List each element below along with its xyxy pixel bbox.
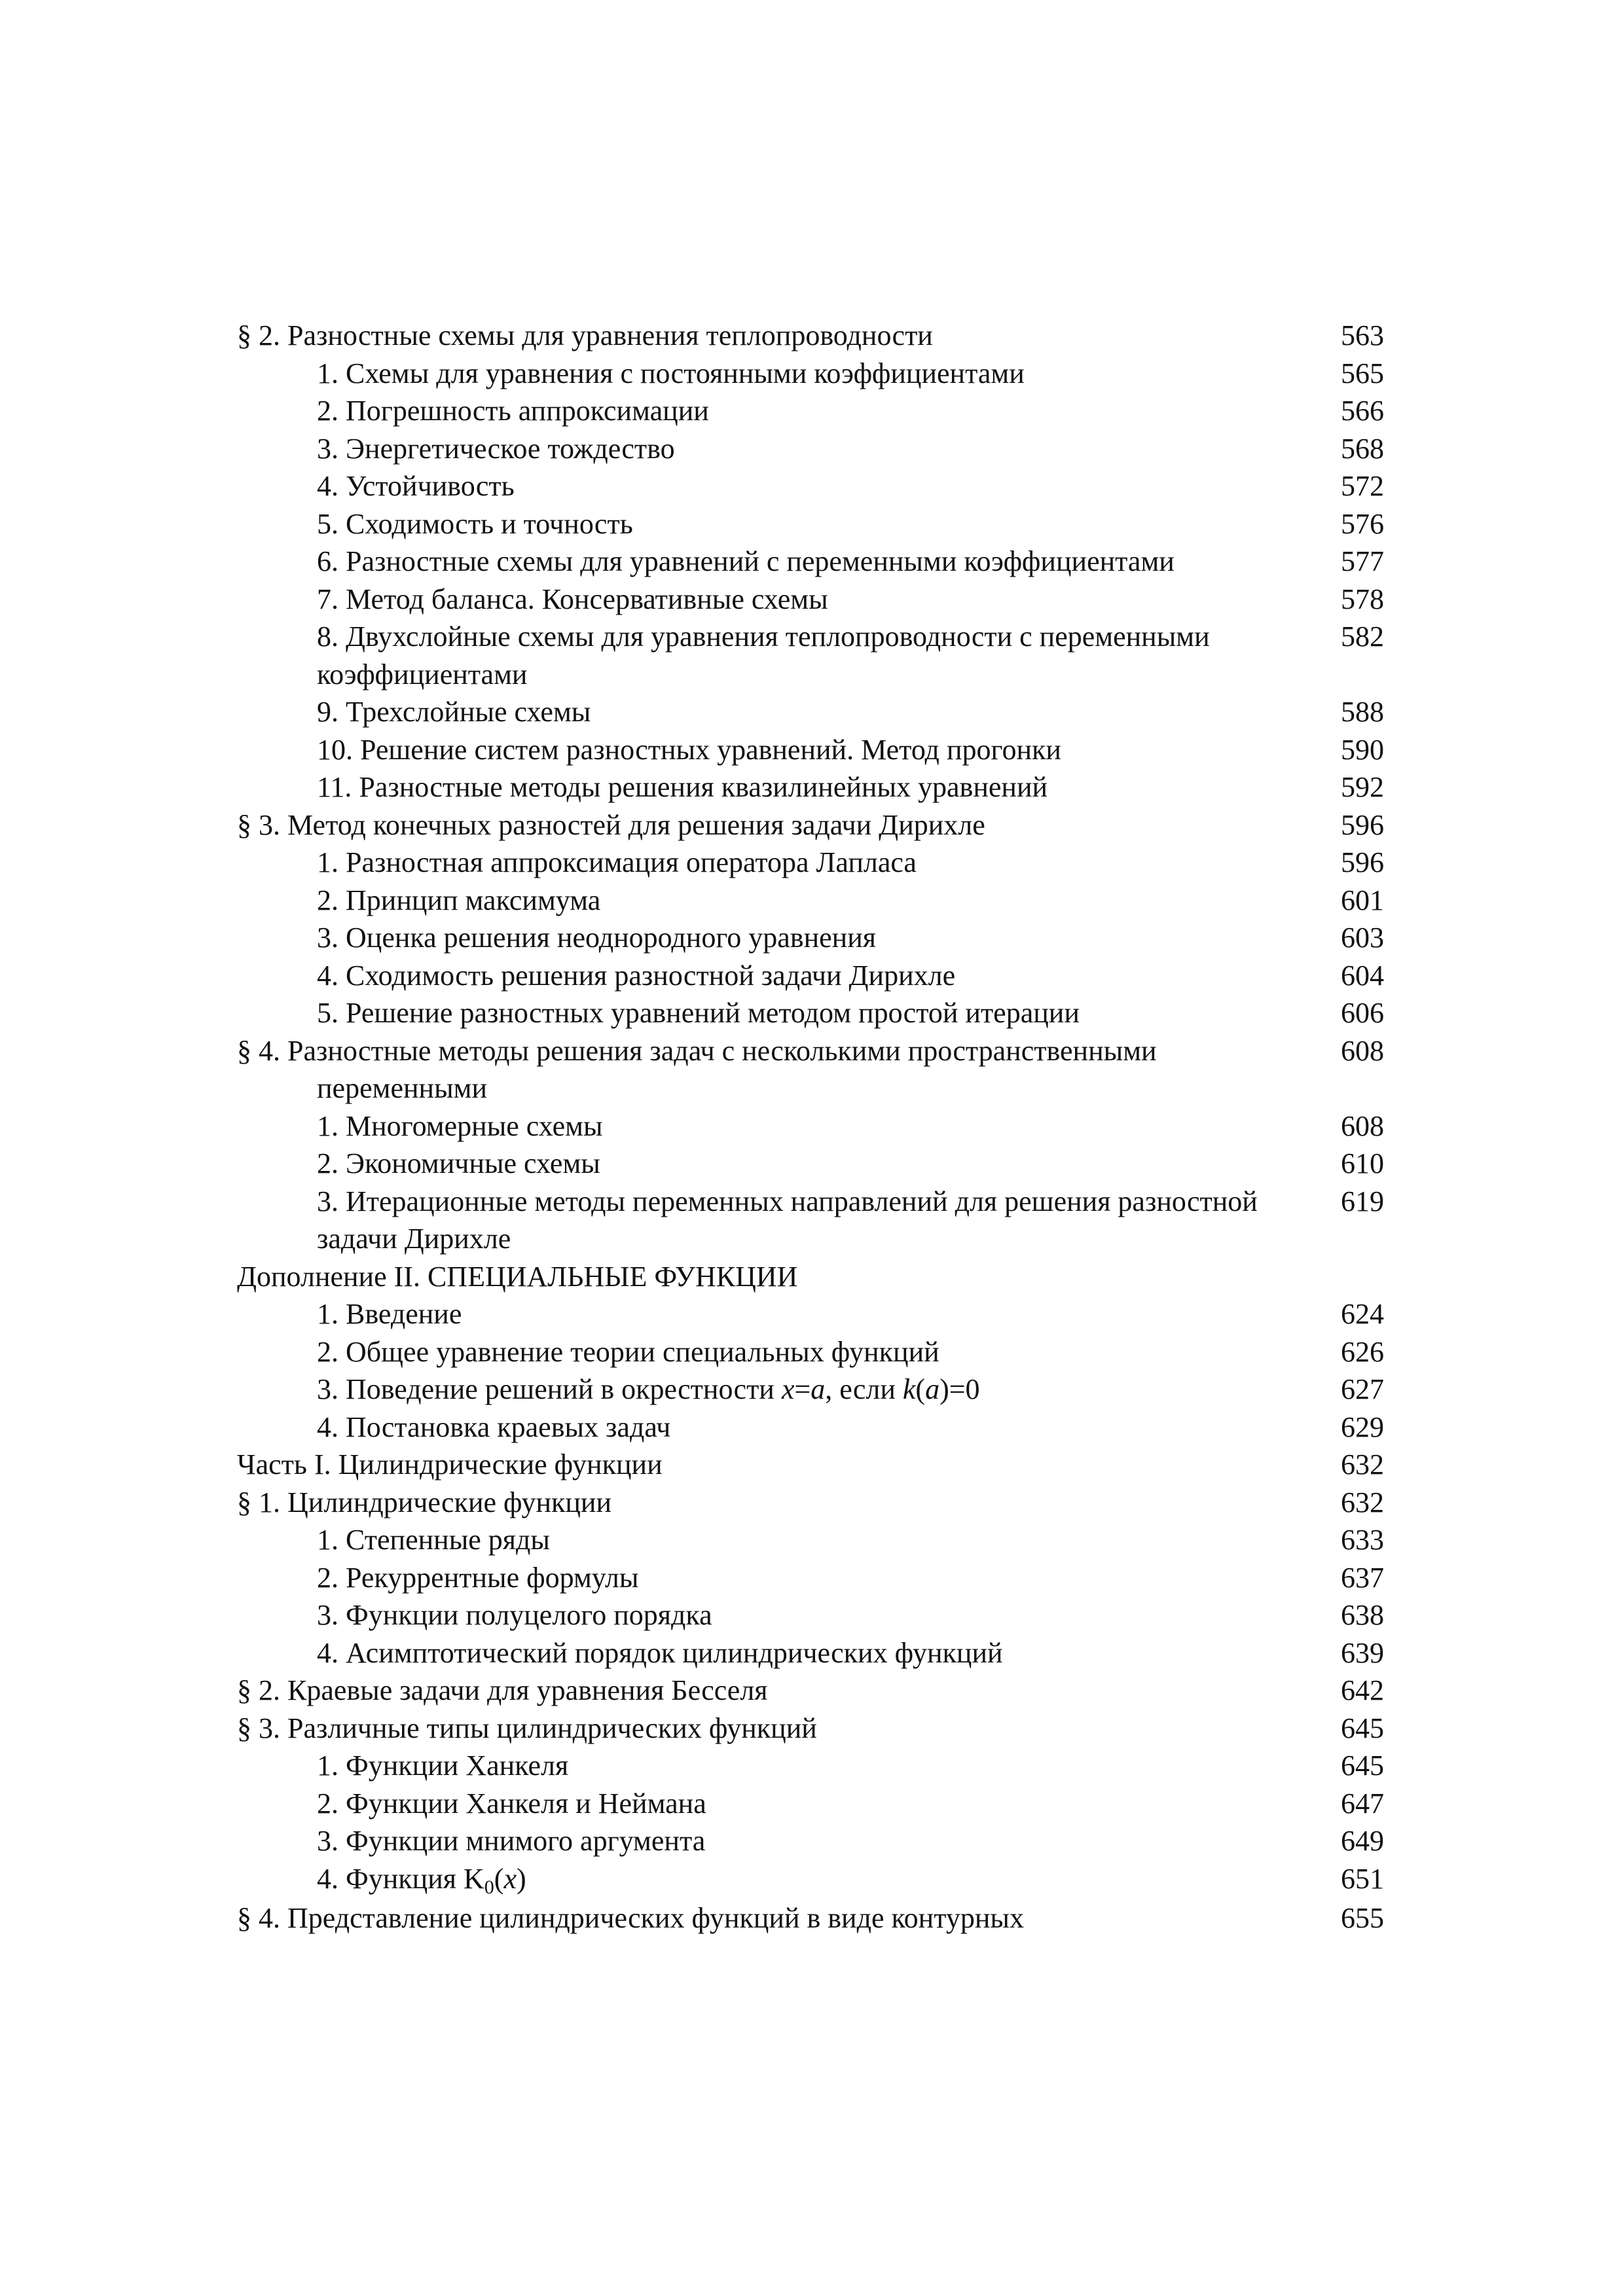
toc-entry-title: 1. Схемы для уравнения с постоянными коэффициентами: [317, 357, 1025, 389]
math-paren: )=0: [939, 1373, 980, 1405]
toc-entry-page: 649: [1341, 1825, 1384, 1857]
toc-entry-page: 563: [1341, 319, 1384, 351]
toc-entry: [237, 581, 1384, 619]
toc-entry-title: 1. Степенные ряды: [317, 1524, 550, 1556]
toc-entry-title-text: 3. Поведение решений в окрестности: [317, 1373, 782, 1405]
toc-entry-title-text: , если: [825, 1373, 903, 1405]
toc-entry-title: 2. Рекуррентные формулы: [317, 1561, 639, 1594]
toc-entry: [237, 1672, 1384, 1710]
toc-entry-page: 647: [1341, 1787, 1384, 1820]
toc-entry-title: 5. Сходимость и точность: [317, 507, 633, 540]
toc-entry-page: 626: [1341, 1335, 1384, 1368]
toc-entry: [237, 994, 1384, 1032]
toc-entry: [237, 467, 1384, 505]
toc-entry-page: 624: [1341, 1298, 1384, 1330]
math-variable-a: a: [925, 1373, 940, 1405]
toc-entry-page: 655: [1341, 1902, 1384, 1934]
toc-entry-title: Часть I. Цилиндрические функции: [237, 1448, 663, 1480]
toc-entry-title: 1. Многомерные схемы: [317, 1109, 603, 1142]
toc-entry-page: 577: [1341, 545, 1384, 577]
toc-entry-title: [237, 1371, 1319, 1408]
toc-entry-title: § 2. Краевые задачи для уравнения Бесселя: [237, 1674, 768, 1706]
toc-entry: [237, 618, 1384, 693]
toc-entry-page: 576: [1341, 507, 1384, 540]
toc-entry: [237, 392, 1384, 430]
toc-entry-title: § 3. Различные типы цилиндрических функций: [237, 1712, 817, 1744]
toc-entry-title: 6. Разностные схемы для уравнений с переменными коэффициентами: [317, 545, 1175, 577]
toc-entry-title: 3. Функции мнимого аргумента: [317, 1825, 706, 1857]
toc-entry-title: 1. Введение: [317, 1298, 462, 1330]
toc-entry-title: 4. Постановка краевых задач: [317, 1410, 671, 1443]
toc-entry-page: 629: [1341, 1410, 1384, 1443]
toc-entry: [237, 1710, 1384, 1748]
toc-entry-page: 578: [1341, 583, 1384, 615]
toc-entry: [237, 957, 1384, 995]
toc-entry: [237, 355, 1384, 393]
toc-entry-title: § 2. Разностные схемы для уравнения теплопроводности: [237, 319, 933, 351]
toc-entry-page: 619: [1341, 1185, 1384, 1217]
toc-entry-title: 5. Решение разностных уравнений методом простой итерации: [317, 997, 1080, 1029]
toc-entry-title: § 4. Разностные методы решения задач с несколькими пространственными переменными: [237, 1034, 1157, 1104]
toc-entry: [237, 1634, 1384, 1672]
toc-entry-title: 1. Функции Ханкеля: [317, 1749, 569, 1782]
toc-entry: [237, 1446, 1384, 1484]
toc-entry-page: 590: [1341, 733, 1384, 766]
math-paren: (: [915, 1373, 926, 1405]
toc-entry-title: 10. Решение систем разностных уравнений. Метод прогонки: [317, 733, 1061, 766]
toc-entry: [237, 1785, 1384, 1823]
toc-entry: [237, 505, 1384, 543]
toc-entry: [237, 1107, 1384, 1145]
toc-entry-title: 2. Общее уравнение теории специальных функций: [317, 1335, 939, 1368]
toc-entry: [237, 1484, 1384, 1522]
toc-entry-page: 606: [1341, 997, 1384, 1029]
toc-entry-title: § 4. Представление цилиндрических функций в виде контурных: [237, 1902, 1024, 1934]
toc-entry-title: 4. Сходимость решения разностной задачи Дирихле: [317, 959, 956, 992]
toc-entry-title: 2. Функции Ханкеля и Неймана: [317, 1787, 706, 1820]
toc-entry-page: 601: [1341, 884, 1384, 916]
toc-entry: [237, 1521, 1384, 1559]
toc-entry: [237, 1032, 1384, 1107]
toc-entry-page: 627: [1341, 1373, 1384, 1405]
toc-entry-title: 8. Двухслойные схемы для уравнения теплопроводности с переменными коэффициентами: [317, 620, 1210, 691]
toc-entry-title: 2. Экономичные схемы: [317, 1147, 600, 1179]
toc-entry: [237, 1408, 1384, 1446]
toc-entry-title: 3. Функции полуцелого порядка: [317, 1599, 712, 1631]
toc-entry: [237, 1258, 1384, 1296]
toc-entry-title: 2. Погрешность аппроксимации: [317, 395, 709, 427]
toc-entry: [237, 1295, 1384, 1333]
toc-entry: [237, 731, 1384, 769]
toc-entry-title: 3. Оценка решения неоднородного уравнения: [317, 922, 876, 954]
toc-entry-page: 565: [1341, 357, 1384, 389]
toc-entry-title: § 1. Цилиндрические функции: [237, 1486, 612, 1518]
toc-entry-page: 638: [1341, 1599, 1384, 1631]
toc-entry-title: 4. Асимптотический порядок цилиндрических функций: [317, 1636, 1003, 1669]
toc-entry: [237, 1183, 1384, 1258]
toc-entry-title: § 3. Метод конечных разностей для решения задачи Дирихле: [237, 808, 985, 841]
toc-entry: [237, 1860, 1384, 1898]
toc-entry: [237, 882, 1384, 920]
toc-entry-title: 9. Трехслойные схемы: [317, 696, 591, 728]
toc-entry-title: 3. Итерационные методы переменных направлений для решения разностной задачи Дирихле: [317, 1185, 1258, 1255]
toc-entry-title: [237, 1860, 1319, 1898]
toc-entry-title: Дополнение II. СПЕЦИАЛЬНЫЕ ФУНКЦИИ: [237, 1260, 798, 1293]
toc-entry-title: 3. Энергетическое тождество: [317, 432, 675, 465]
toc-entry: [237, 543, 1384, 581]
math-subscript: 0: [484, 1876, 494, 1898]
toc-entry-title: 1. Разностная аппроксимация оператора Лапласа: [317, 846, 917, 878]
toc-entry-title: 7. Метод баланса. Консервативные схемы: [317, 583, 828, 615]
math-variable-a: a: [811, 1373, 826, 1405]
toc-entry-page: 592: [1341, 771, 1384, 803]
math-paren: (: [494, 1862, 504, 1895]
toc-entry: [237, 1559, 1384, 1597]
math-variable-x: x: [503, 1862, 517, 1895]
toc-entry-title: 4. Устойчивость: [317, 470, 515, 502]
toc-entry-page: 651: [1341, 1862, 1384, 1895]
toc-entry-page: 568: [1341, 432, 1384, 465]
toc-entry: [237, 1145, 1384, 1183]
toc-entry: [237, 430, 1384, 468]
toc-entry-page: 639: [1341, 1636, 1384, 1669]
math-variable-k: k: [902, 1373, 916, 1405]
toc-entry-page: 642: [1341, 1674, 1384, 1706]
toc-entry-page: 604: [1341, 959, 1384, 992]
toc-entry-title: 11. Разностные методы решения квазилинейных уравнений: [317, 771, 1048, 803]
toc-entry: [237, 768, 1384, 806]
toc-entry-page: 610: [1341, 1147, 1384, 1179]
toc-entry: [237, 317, 1384, 355]
toc-entry: [237, 1747, 1384, 1785]
math-paren: ): [516, 1862, 526, 1895]
table-of-contents: [237, 317, 1384, 1937]
toc-entry-page: 566: [1341, 395, 1384, 427]
toc-entry: [237, 1822, 1384, 1860]
toc-entry-page: 637: [1341, 1561, 1384, 1594]
toc-entry: [237, 919, 1384, 957]
toc-entry-page: 608: [1341, 1109, 1384, 1142]
toc-entry: [237, 1596, 1384, 1634]
toc-entry-page: 588: [1341, 696, 1384, 728]
toc-entry-title-text: 4. Функция K: [317, 1862, 484, 1895]
toc-entry-page: 596: [1341, 846, 1384, 878]
toc-entry-page: 596: [1341, 808, 1384, 841]
toc-entry-page: 645: [1341, 1749, 1384, 1782]
toc-entry: [237, 844, 1384, 882]
toc-entry: [237, 1899, 1384, 1937]
toc-entry: [237, 1371, 1384, 1408]
toc-entry-title: 2. Принцип максимума: [317, 884, 601, 916]
toc-entry-page: 632: [1341, 1486, 1384, 1518]
toc-entry-page: 572: [1341, 470, 1384, 502]
toc-entry-page: 645: [1341, 1712, 1384, 1744]
toc-entry-page: 632: [1341, 1448, 1384, 1480]
toc-entry: [237, 693, 1384, 731]
toc-entry-page: 633: [1341, 1524, 1384, 1556]
math-variable-x: x: [781, 1373, 795, 1405]
toc-entry-page: 582: [1341, 620, 1384, 653]
math-operator: =: [794, 1373, 811, 1405]
toc-entry-page: 608: [1341, 1034, 1384, 1067]
toc-entry-page: 603: [1341, 922, 1384, 954]
toc-entry: [237, 1333, 1384, 1371]
toc-entry: [237, 806, 1384, 844]
